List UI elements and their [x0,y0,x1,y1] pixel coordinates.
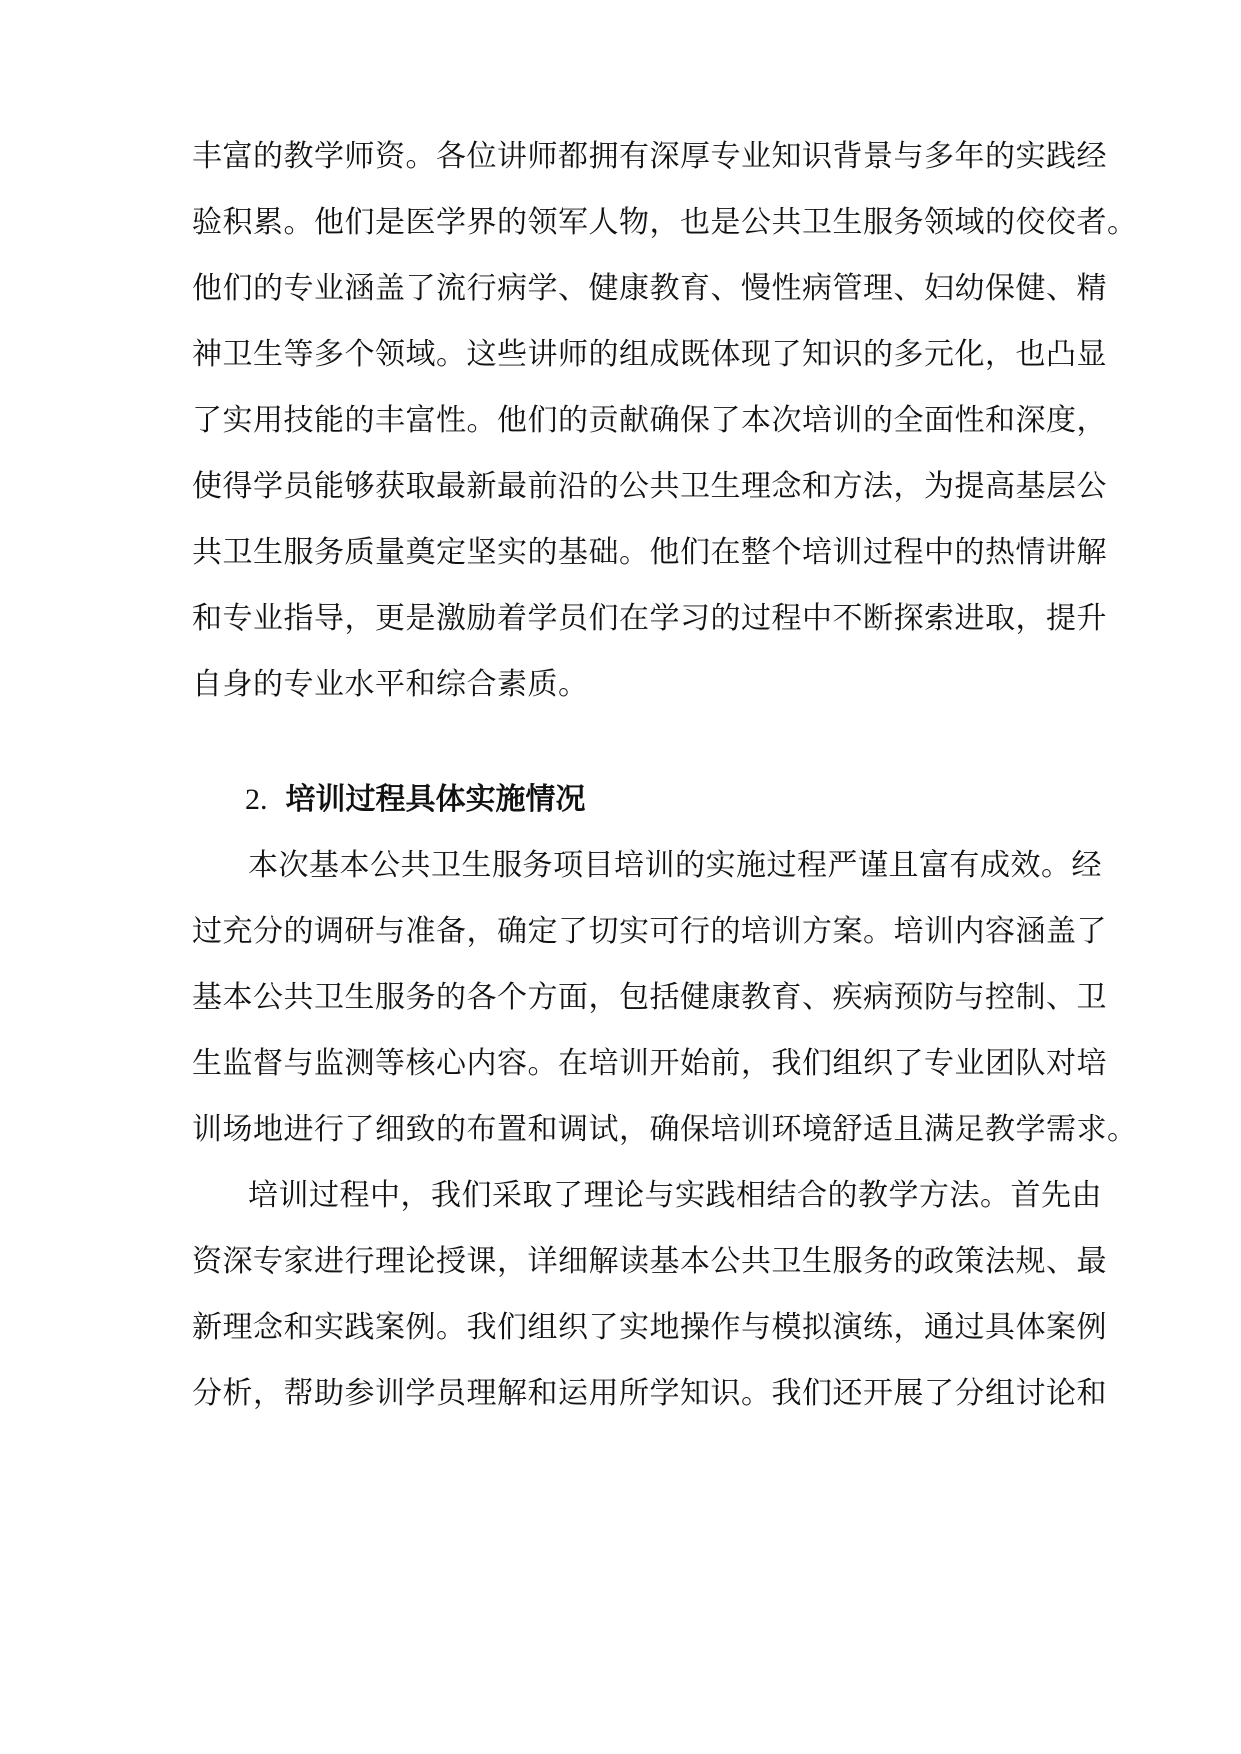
paragraph-2-line-3: 基本公共卫生服务的各个方面，包括健康教育、疾病预防与控制、卫 [192,980,1107,1015]
paragraph-3-line-1: 培训过程中，我们采取了理论与实践相结合的教学方法。首先由 [248,1178,1102,1213]
paragraph-1-line-5: 了实用技能的丰富性。他们的贡献确保了本次培训的全面性和深度， [192,403,1107,438]
paragraph-3-line-4: 分析，帮助参训学员理解和运用所学知识。我们还开展了分组讨论和 [192,1376,1107,1411]
paragraph-2-line-4: 生监督与监测等核心内容。在培训开始前，我们组织了专业团队对培 [192,1046,1107,1081]
paragraph-1-line-6: 使得学员能够获取最新最前沿的公共卫生理念和方法，为提高基层公 [192,469,1107,504]
paragraph-2-line-5: 训场地进行了细致的布置和调试，确保培训环境舒适且满足教学需求。 [192,1112,1138,1147]
paragraph-2-line-1: 本次基本公共卫生服务项目培训的实施过程严谨且富有成效。经 [248,848,1102,883]
section-number: 2. [245,783,268,816]
paragraph-1-line-3: 他们的专业涵盖了流行病学、健康教育、慢性病管理、妇幼保健、精 [192,271,1107,306]
paragraph-1-line-2: 验积累。他们是医学界的领军人物，也是公共卫生服务领域的佼佼者。 [192,205,1138,240]
paragraph-1-line-1: 丰富的教学师资。各位讲师都拥有深厚专业知识背景与多年的实践经 [192,139,1107,174]
paragraph-1-line-4: 神卫生等多个领域。这些讲师的组成既体现了知识的多元化，也凸显 [192,337,1107,372]
paragraph-3-line-3: 新理念和实践案例。我们组织了实地操作与模拟演练，通过具体案例 [192,1310,1107,1345]
paragraph-1-line-7: 共卫生服务质量奠定坚实的基础。他们在整个培训过程中的热情讲解 [192,535,1107,570]
section-title: 培训过程具体实施情况 [285,782,586,817]
paragraph-2-line-2: 过充分的调研与准备，确定了切实可行的培训方案。培训内容涵盖了 [192,914,1107,949]
paragraph-1-line-9: 自身的专业水平和综合素质。 [192,667,589,702]
section-heading [245,780,586,820]
paragraph-3-line-2: 资深专家进行理论授课，详细解读基本公共卫生服务的政策法规、最 [192,1244,1107,1279]
paragraph-1-line-8: 和专业指导，更是激励着学员们在学习的过程中不断探索进取，提升 [192,601,1107,636]
